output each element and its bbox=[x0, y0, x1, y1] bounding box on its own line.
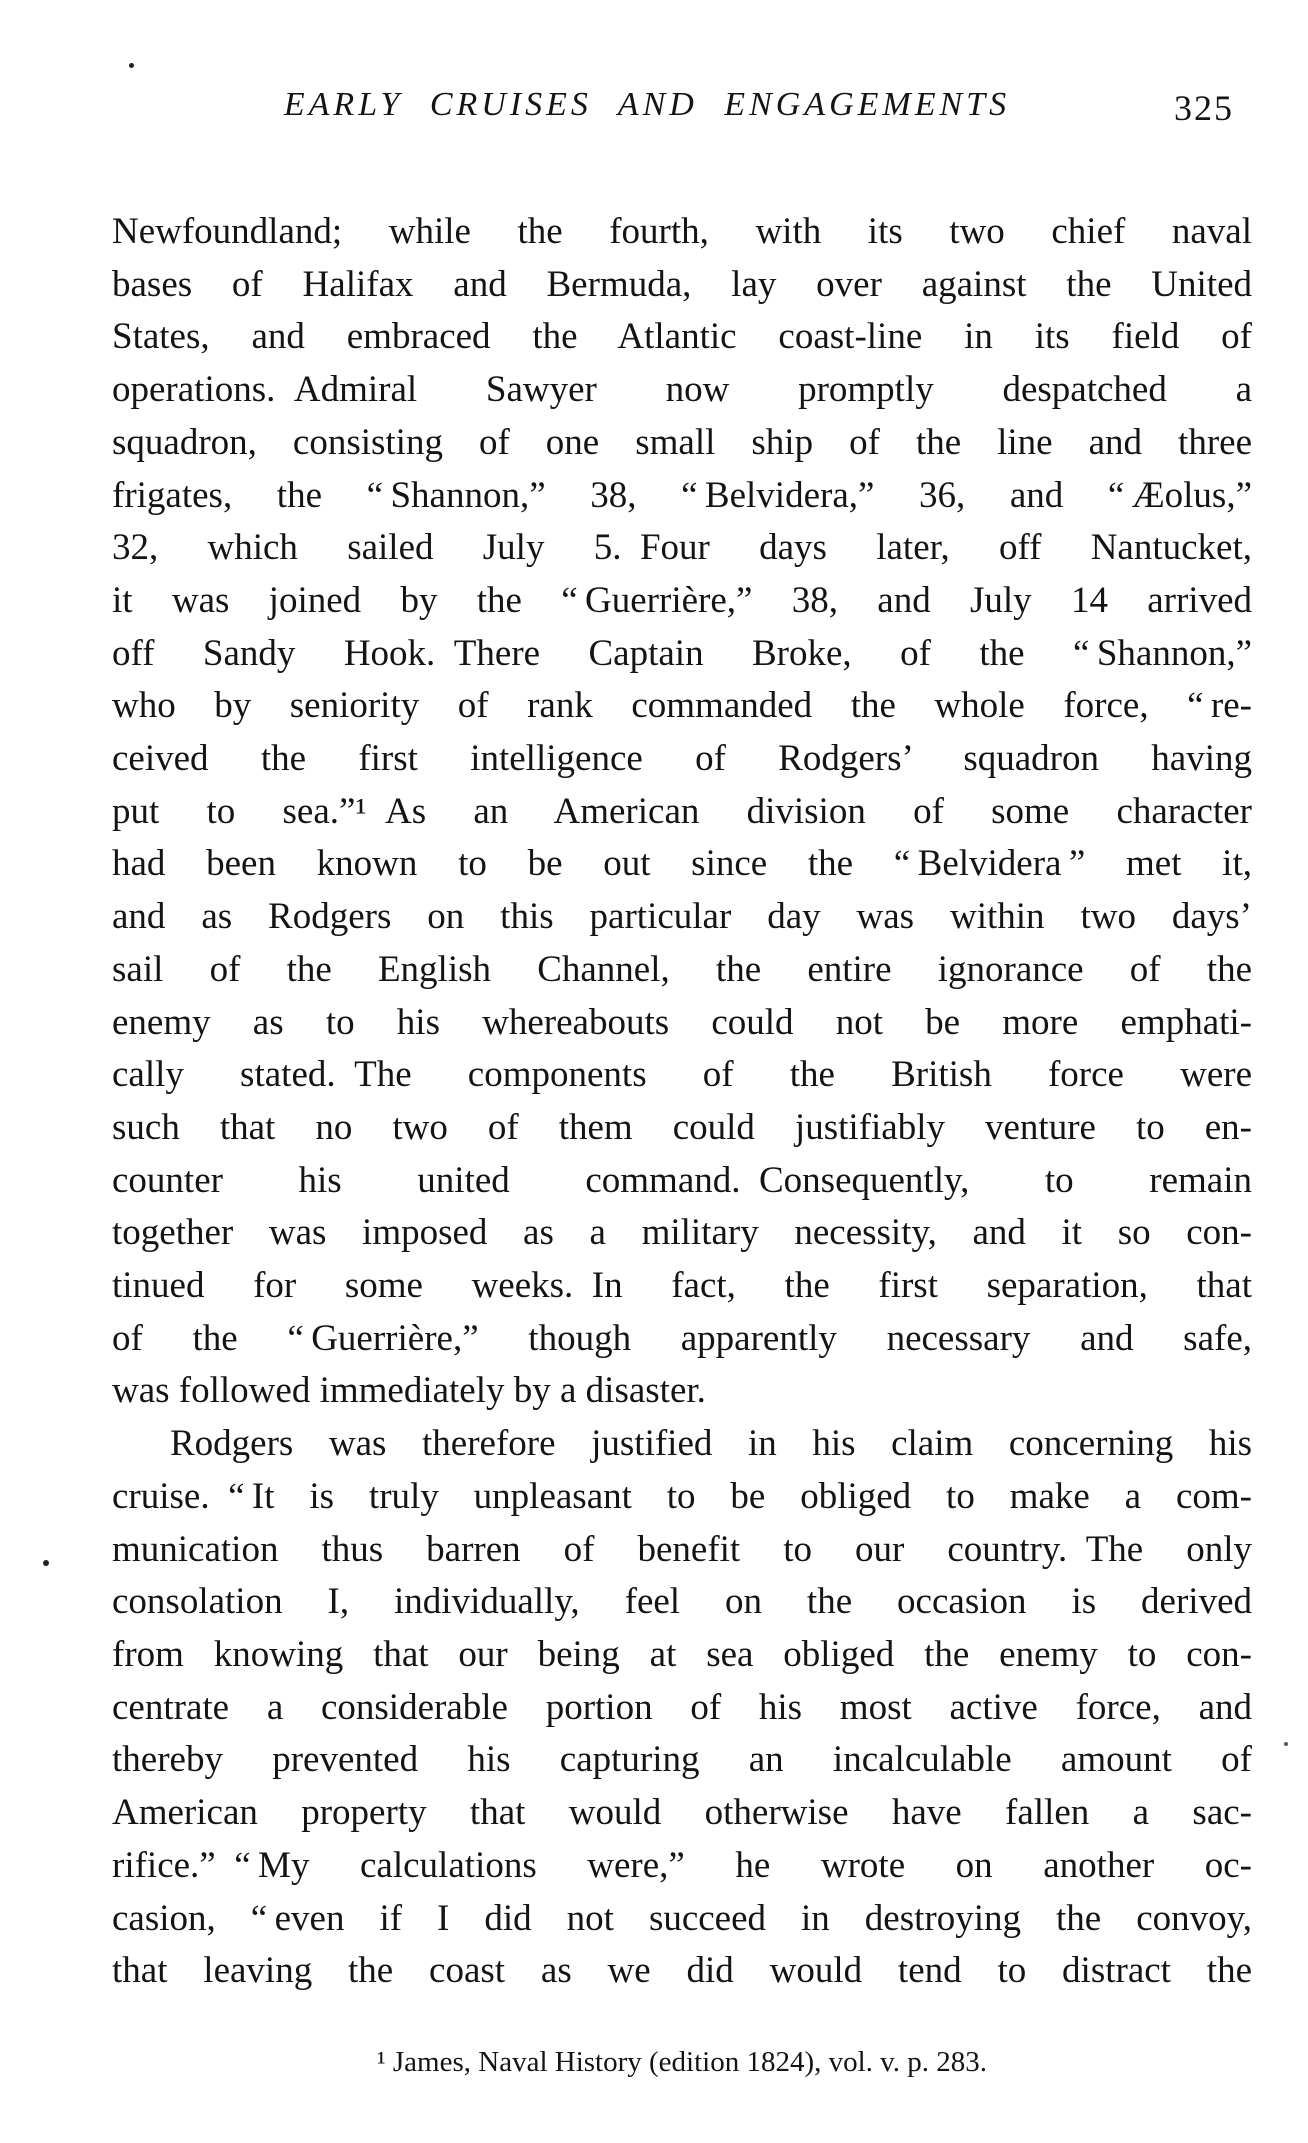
text-line: 32, which sailed July 5. Four days later, off Nantucket, bbox=[112, 527, 1252, 569]
text-line: tinued for some weeks. In fact, the first separation, that bbox=[112, 1265, 1252, 1307]
text-line: frigates, the “ Shannon,” 38, “ Belvidera,” 36, and “ Æolus,” bbox=[112, 474, 1252, 516]
text-line: ceived the first intelligence of Rodgers’ squadron having bbox=[112, 738, 1252, 780]
paragraph-first bbox=[112, 206, 1252, 1418]
text-line: put to sea.”¹ As an American division of some character bbox=[112, 790, 1252, 832]
text-line: who by seniority of rank commanded the whole force, “ re- bbox=[112, 685, 1252, 727]
text-line: Rodgers was therefore justified in his claim concerning his bbox=[170, 1423, 1252, 1465]
scan-artifact-dot bbox=[129, 63, 134, 68]
text-line: bases of Halifax and Bermuda, lay over against the United bbox=[112, 263, 1252, 305]
footnote: ¹ James, Naval History (edition 1824), vol. v. p. 283. bbox=[376, 2046, 988, 2078]
text-line: and as Rodgers on this particular day was within two days’ bbox=[112, 896, 1252, 938]
text-line: enemy as to his whereabouts could not be more emphati- bbox=[112, 1001, 1252, 1043]
body-text bbox=[112, 206, 1252, 1998]
scan-artifact-dot bbox=[43, 1560, 49, 1566]
text-line: such that no two of them could justifiably venture to en- bbox=[112, 1106, 1252, 1148]
text-line: casion, “ even if I did not succeed in destroying the convoy, bbox=[112, 1897, 1252, 1939]
text-line: centrate a considerable portion of his most active force, and bbox=[112, 1686, 1252, 1728]
text-line: it was joined by the “ Guerrière,” 38, and July 14 arrived bbox=[112, 579, 1252, 621]
text-line: sail of the English Channel, the entire ignorance of the bbox=[112, 948, 1252, 990]
scan-artifact-dot bbox=[1284, 1742, 1288, 1746]
text-line: cally stated. The components of the British force were bbox=[112, 1054, 1252, 1096]
paragraph-second bbox=[112, 1418, 1252, 1998]
text-line: States, and embraced the Atlantic coast-line in its field of bbox=[112, 316, 1252, 358]
text-line: had been known to be out since the “ Belvidera ” met it, bbox=[112, 843, 1252, 885]
text-line: munication thus barren of benefit to our country. The only bbox=[112, 1528, 1252, 1570]
page-title: EARLY CRUISES AND ENGAGEMENTS bbox=[283, 86, 1011, 123]
text-line: off Sandy Hook. There Captain Broke, of the “ Shannon,” bbox=[112, 632, 1252, 674]
text-line: squadron, consisting of one small ship of the line and three bbox=[112, 421, 1252, 463]
text-line: Newfoundland; while the fourth, with its two chief naval bbox=[112, 211, 1252, 252]
text-line: American property that would otherwise have fallen a sac- bbox=[112, 1792, 1252, 1834]
text-line: was followed immediately by a disaster. bbox=[112, 1370, 706, 1412]
text-line: rifice.” “ My calculations were,” he wrote on another oc- bbox=[112, 1844, 1252, 1886]
text-line: together was imposed as a military necessity, and it so con- bbox=[112, 1212, 1252, 1254]
text-line: operations. Admiral Sawyer now promptly despatched a bbox=[112, 369, 1252, 411]
text-line: from knowing that our being at sea obliged the enemy to con- bbox=[112, 1633, 1252, 1675]
text-line: thereby prevented his capturing an incalculable amount of bbox=[112, 1739, 1252, 1781]
page-number: 325 bbox=[1174, 88, 1234, 128]
text-line: cruise. “ It is truly unpleasant to be obliged to make a com- bbox=[112, 1475, 1252, 1517]
text-line: of the “ Guerrière,” though apparently necessary and safe, bbox=[112, 1317, 1252, 1359]
text-line: counter his united command. Consequently, to remain bbox=[112, 1159, 1252, 1201]
text-line: that leaving the coast as we did would tend to distract the bbox=[112, 1950, 1252, 1992]
running-header bbox=[112, 86, 1252, 130]
text-line: consolation I, individually, feel on the occasion is derived bbox=[112, 1581, 1252, 1623]
